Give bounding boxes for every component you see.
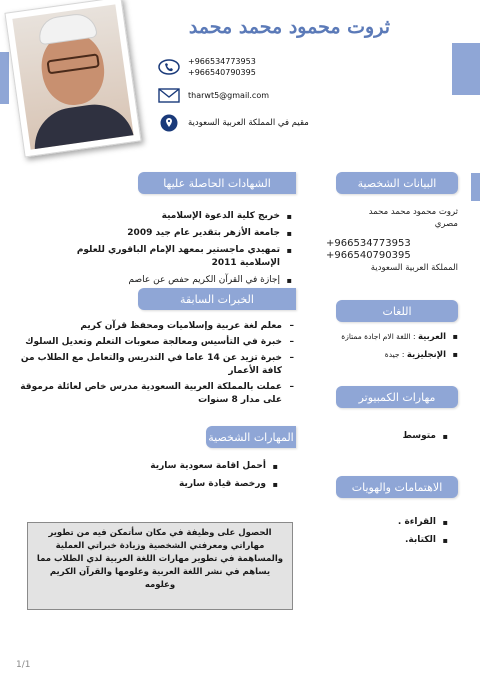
- contact-location: [158, 114, 309, 132]
- personal-residence: المملكة العربية السعودية: [370, 263, 458, 273]
- hobbies-list: [360, 516, 450, 547]
- accent-block-right-small: [471, 173, 480, 201]
- list-item: [40, 227, 294, 240]
- accent-block-left: [0, 52, 9, 104]
- list-item: [310, 330, 460, 344]
- section-header-personal-skills: المهارات الشخصية: [206, 426, 296, 448]
- language-name: الإنجليزية: [406, 350, 446, 360]
- experience-list: [20, 320, 296, 407]
- phone-icon: [158, 58, 180, 76]
- profile-photo-frame: [4, 0, 141, 158]
- contact-phone-1: +966534773953: [188, 57, 256, 66]
- list-item: – عملت بالمملكة العربية السعودية مدرس خاص لعائلة مرموقة على مدار 8 سنوات: [20, 381, 296, 407]
- section-header-languages: اللغات: [336, 300, 458, 322]
- location-pin-icon: [158, 114, 180, 132]
- list-item: ▪ متوسط: [360, 430, 450, 443]
- contact-phone-2: +966540790395: [188, 68, 256, 77]
- list-item-text: جامعة الأزهر بتقدير عام جيد 2009: [127, 228, 280, 238]
- contact-phones: [158, 56, 256, 78]
- personal-phone-2: +966540790395: [326, 250, 411, 261]
- certificates-list: [40, 210, 294, 287]
- profile-photo: [12, 4, 133, 149]
- section-header-certificates: الشهادات الحاصلة عليها: [138, 172, 296, 194]
- list-item: ▪ ورخصة قيادة سارية: [110, 478, 280, 491]
- computer-skills-list: [360, 430, 450, 443]
- personal-skills-list: [110, 460, 280, 491]
- career-objective: الحصول على وظيفة في مكان سأتمكن فيه من تطوير مهاراتي ومعرفتي الشخصية وزيادة خبراتي العملية والمساهمة في تطوير مهارات اللغة العربية لدي الطلاب مما يساهم في نشر اللغة العربية وعلومها والقرآن الكريم وعلومه: [27, 522, 293, 610]
- personal-name: ثروت محمود محمد محمد: [368, 207, 458, 217]
- personal-nationality: مصري: [434, 219, 458, 229]
- page-number: 1/1: [16, 660, 31, 670]
- contact-email: [158, 86, 269, 104]
- section-header-computer-skills: مهارات الكمبيوتر: [336, 386, 458, 408]
- list-item: – خبرة تزيد عن 14 عاما في التدريس والتعامل مع الطلاب من كافة الأعمار: [20, 352, 296, 378]
- list-item: ▪ خريج كلية الدعوة الإسلامية: [40, 210, 294, 223]
- list-item: ▪ إجازة في القرآن الكريم حفص عن عاصم: [40, 274, 294, 287]
- location-text: مقيم في المملكة العربية السعودية: [188, 117, 309, 128]
- language-name: العربية: [417, 332, 446, 342]
- email-text: tharwt5@gmail.com: [188, 90, 270, 100]
- language-level: : اللغة الام اجادة ممتازة: [341, 332, 416, 341]
- accent-block-right: [452, 43, 480, 95]
- list-item: ▪ أحمل اقامة سعودية سارية: [110, 460, 280, 473]
- list-item: – معلم لغة عربية وإسلاميات ومحفظ قرآن كريم: [20, 320, 296, 333]
- list-item: ▪ الكتابة.: [360, 534, 450, 547]
- language-level: : جيدة: [384, 350, 405, 359]
- list-item: ▪ القراءة .: [360, 516, 450, 529]
- envelope-icon: [158, 86, 180, 104]
- personal-phone-1: +966534773953: [326, 238, 411, 249]
- languages-list: [310, 330, 460, 362]
- section-header-experience: الخبرات السابقة: [138, 288, 296, 310]
- candidate-name: ثروت محمود محمد محمد: [188, 16, 390, 38]
- list-item: – خبرة في التأسيس ومعالجة صعوبات التعلم وتعديل السلوك: [20, 336, 296, 349]
- section-header-personal-data: البيانات الشخصية: [336, 172, 458, 194]
- section-header-hobbies: الاهتمامات والهويات: [336, 476, 458, 498]
- list-item: ▪ تمهيدي ماجستير بمعهد الإمام الباقوري للعلوم الإسلامية 2011: [40, 244, 294, 270]
- list-item: [310, 348, 460, 362]
- personal-data-block: [326, 206, 458, 274]
